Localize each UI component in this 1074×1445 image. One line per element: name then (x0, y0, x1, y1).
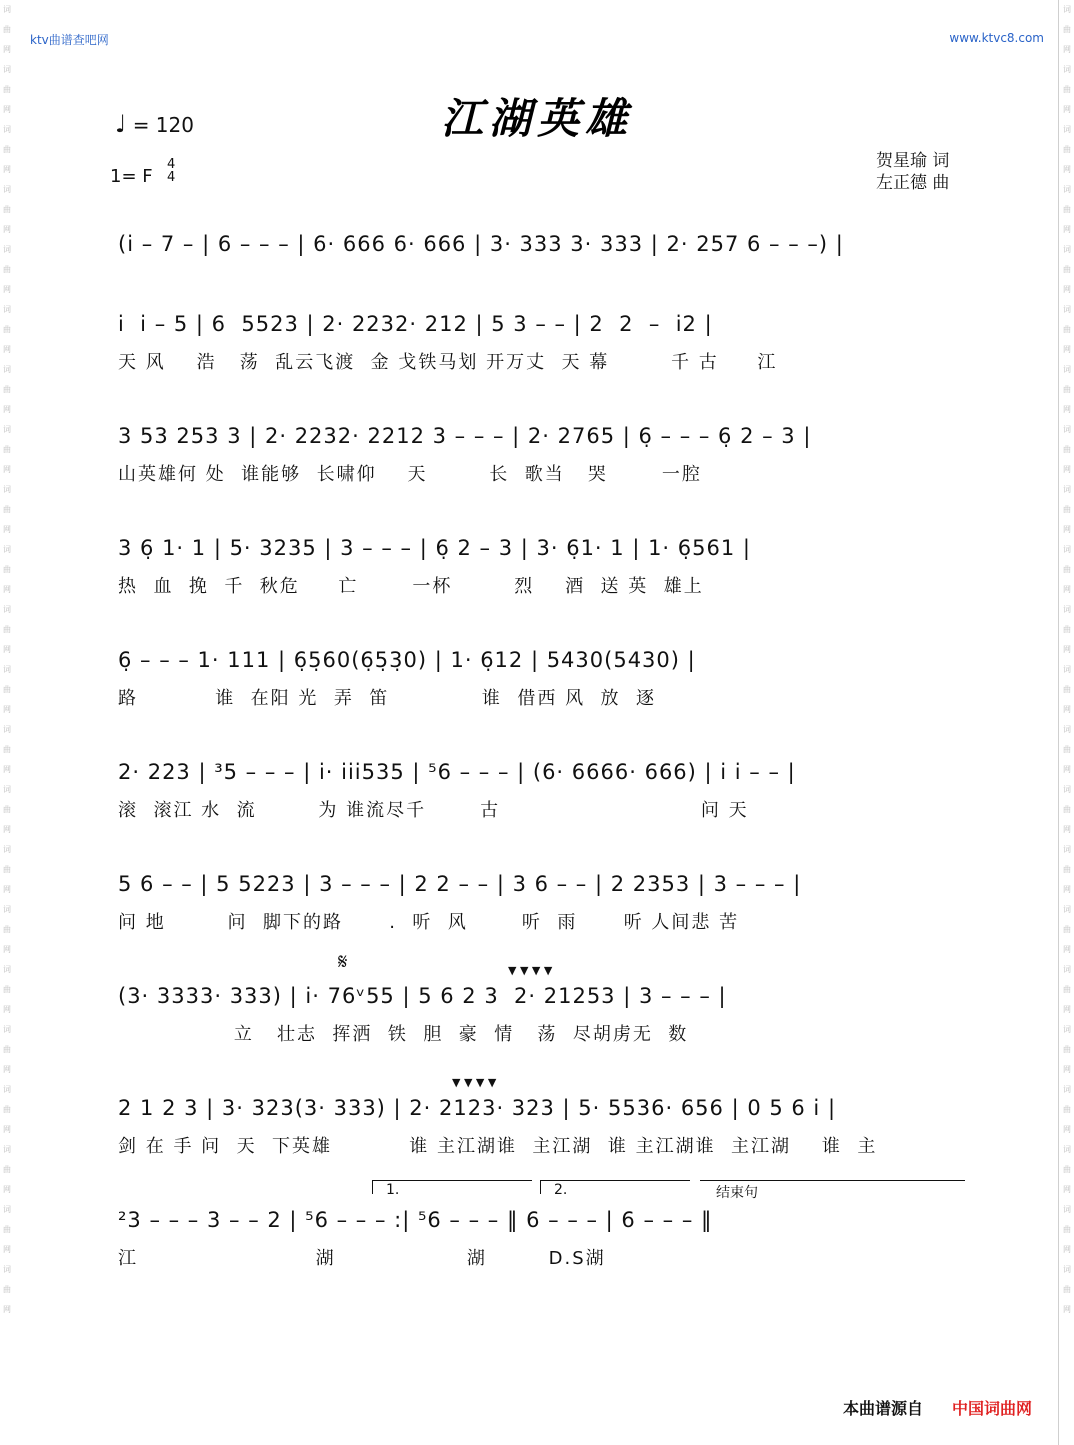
lyric-line: 问 地 问 脚下的路 . 听 风 听 雨 听 人间悲 苦 (118, 912, 740, 933)
lyric-line: 路 谁 在阳 光 弄 笛 谁 借西 风 放 逐 (118, 688, 656, 709)
volta-2-bracket (540, 1180, 690, 1181)
time-signature (167, 158, 175, 184)
volta-1-label: 1. (386, 1182, 400, 1198)
credits (876, 150, 949, 194)
volta-2-tick (540, 1180, 541, 1194)
notation-line: 5 6 – – | 5 5223 | 3 – – – | 2 2 – – | 3 6 – – | 2 2353 | 3 – – – | (118, 872, 802, 896)
lyric-line: 立 壮志 挥洒 铁 胆 豪 情 荡 尽胡虏无 数 (118, 1024, 689, 1045)
notation-line: ²3 – – – 3 – – 2 | ⁵6 – – – :| ⁵6 – – – ‖ 6 – – – | 6 – – – ‖ (118, 1208, 713, 1232)
tempo-value: = 120 (132, 113, 194, 137)
key-signature: 1= F (110, 166, 153, 187)
notation-line: 3 53 253 3 | 2· 2232· 2212 3 – – – | 2· 2765 | 6̣ – – – 6̣ 2 – 3 | (118, 424, 812, 448)
lyric-line: 山英雄何 处 谁能够 长啸仰 天 长 歌当 哭 一腔 (118, 464, 702, 485)
side-watermark-left: 词曲网词曲网词曲网词曲网词曲网词曲网词曲网词曲网词曲网词曲网词曲网词曲网词曲网词曲网词曲网词曲网词曲网词曲网词曲网词曲网词曲网词曲网 (3, 5, 11, 1314)
tempo-marking (115, 110, 194, 138)
footer-source-label: 本曲谱源自 (843, 1399, 924, 1418)
volta-1-bracket (372, 1180, 532, 1181)
lyric-line: 江 湖 湖 D.S湖 (118, 1248, 606, 1269)
ending-label: 结束句 (716, 1185, 758, 1201)
side-watermark-right: 词曲网词曲网词曲网词曲网词曲网词曲网词曲网词曲网词曲网词曲网词曲网词曲网词曲网词曲网词曲网词曲网词曲网词曲网词曲网词曲网词曲网词曲网 (1063, 5, 1071, 1314)
notation-line: (i̇ – 7 – | 6 – – – | 6· 666 6· 666 | 3· 333 3· 333 | 2· 257 6 – – –) | (118, 232, 844, 256)
accent-marks-row-8: ▼ ▼ ▼ ▼ (508, 964, 553, 977)
notation-line: 2· 223 | ³5 – – – | i̇· i̇i̇i̇535 | ⁵6 – – – | (6· 6666· 666) | i̇ i̇ – – | (118, 760, 796, 784)
lyricist: 贺星瑜 词 (876, 151, 950, 171)
lyric-line: 热 血 挽 千 秋危 亡 一杯 烈 酒 送 英 雄上 (118, 576, 704, 597)
time-signature-bottom: 4 (167, 170, 176, 185)
notation-line: 3 6̣ 1· 1 | 5· 3235 | 3 – – – | 6̣ 2 – 3 | 3· 6̣1· 1 | 1· 6̣561 | (118, 536, 751, 560)
page-border (1058, 0, 1059, 1445)
lyric-line (118, 268, 968, 298)
notation-line: 2 1 2 3 | 3· 323(3· 333) | 2· 2123· 323 | 5· 5536· 656 | 0 5 6 i̇ | (118, 1096, 837, 1120)
lyric-line: 剑 在 手 问 天 下英雄 谁 主江湖谁 主江湖 谁 主江湖谁 主江湖 谁 主 (118, 1136, 878, 1157)
lyric-line: 天 风 浩 荡 乱云飞渡 金 戈铁马划 开万丈 天 幕 千 古 江 (118, 352, 778, 373)
header-site-left: ktv曲谱查吧网 (30, 33, 109, 47)
time-signature-top: 4 (167, 157, 176, 172)
ending-bracket (700, 1180, 965, 1181)
song-title: 江湖英雄 (440, 94, 633, 143)
header-site-right: www.ktvc8.com (949, 31, 1044, 45)
composer: 左正德 曲 (876, 173, 950, 193)
footer-source-site: 中国词曲网 (952, 1399, 1033, 1418)
notation-line: (3· 3333· 333) | i̇· 76ᵛ55 | 5 6 2 3 2· 21253 | 3 – – – | (118, 984, 727, 1008)
volta-2-label: 2. (554, 1182, 568, 1198)
accent-marks-row-9: ▼ ▼ ▼ ▼ (452, 1076, 497, 1089)
notation-line: i̇ i̇ – 5 | 6 5523 | 2· 2232· 212 | 5 3 – – | 2 2 – i̇2 | (118, 312, 713, 336)
lyric-line: 滚 滚江 水 流 为 谁流尽千 古 问 天 (118, 800, 749, 821)
volta-1-tick (372, 1180, 373, 1194)
quarter-note-icon: ♩ (115, 110, 127, 138)
notation-line: 6̣ – – – 1· 111 | 6̣5̣60(6̣5̣3̣0) | 1· 6̣12 | 5430(5430) | (118, 648, 696, 672)
segno-sign: 𝄋 (338, 950, 348, 975)
